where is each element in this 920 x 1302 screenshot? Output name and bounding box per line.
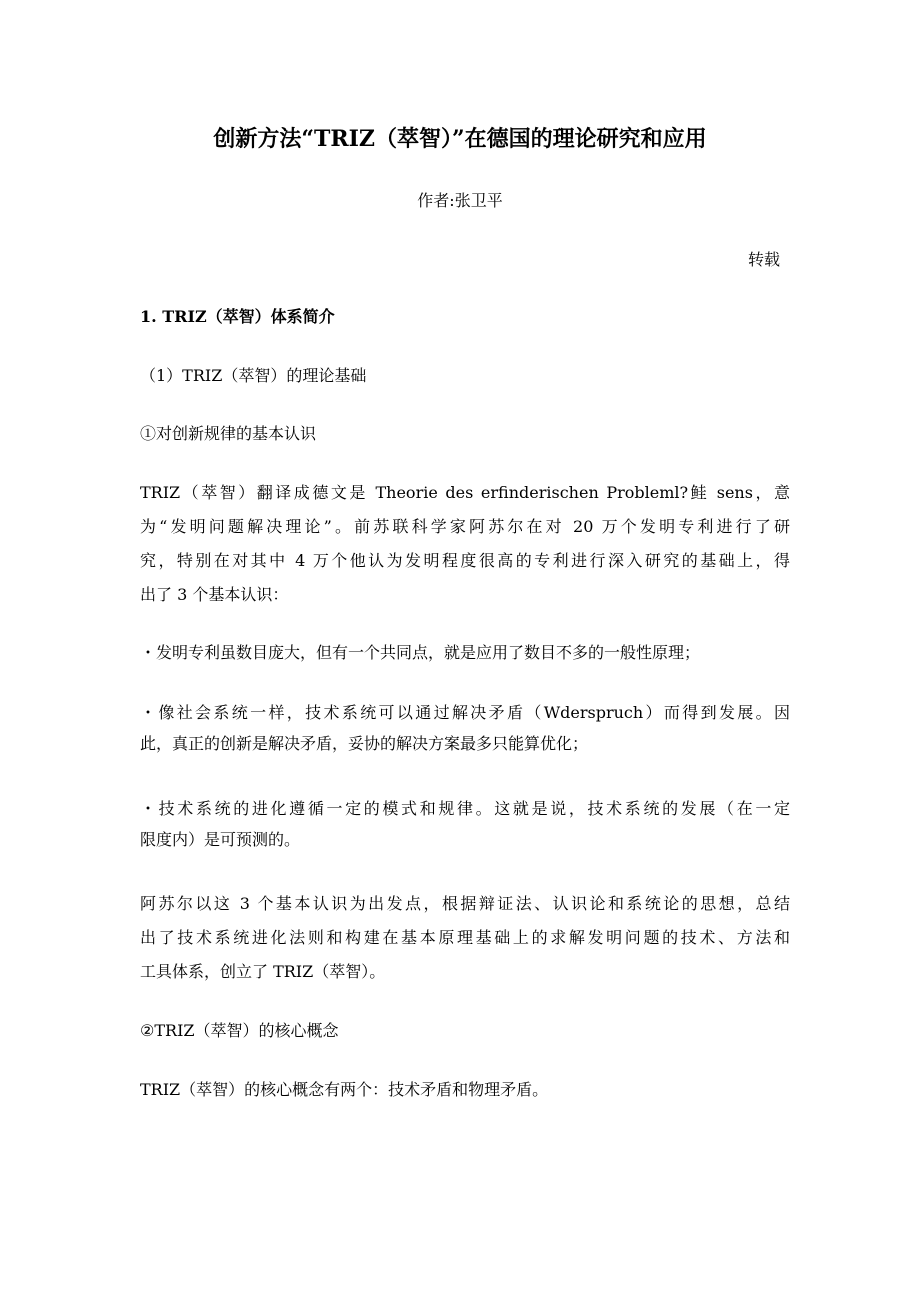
document-title: 创新方法“TRIZ（萃智）”在德国的理论研究和应用 bbox=[213, 126, 707, 152]
bullet-2 bbox=[140, 697, 790, 759]
point-heading-1: ①对创新规律的基本认识 bbox=[140, 424, 317, 443]
paragraph-2 bbox=[140, 887, 790, 989]
paragraph-1 bbox=[140, 476, 790, 612]
paragraph-3: TRIZ（萃智）的核心概念有两个：技术矛盾和物理矛盾。 bbox=[140, 1080, 549, 1099]
author-line: 作者:张卫平 bbox=[417, 191, 503, 210]
line: 为“发明问题解决理论”。前苏联科学家阿苏尔在对 20 万个发明专利进行了研 bbox=[140, 517, 790, 536]
line: ・技术系统的进化遵循一定的模式和规律。这就是说，技术系统的发展（在一定 bbox=[140, 799, 790, 818]
repost-label: 转载 bbox=[747, 250, 780, 269]
subsection-heading: （1）TRIZ（萃智）的理论基础 bbox=[140, 366, 367, 385]
line: 出了技术系统进化法则和构建在基本原理基础上的求解发明问题的技术、方法和 bbox=[140, 928, 790, 947]
line: 究，特别在对其中 4 万个他认为发明程度很高的专利进行深入研究的基础上，得 bbox=[140, 551, 790, 570]
bullet-1 bbox=[140, 638, 790, 668]
point-heading-2: ②TRIZ（萃智）的核心概念 bbox=[140, 1021, 339, 1040]
line: ・发明专利虽数目庞大，但有一个共同点，就是应用了数目不多的一般性原理； bbox=[140, 643, 701, 662]
line: 阿苏尔以这 3 个基本认识为出发点，根据辩证法、认识论和系统论的思想，总结 bbox=[140, 894, 790, 913]
line: 限度内）是可预测的。 bbox=[140, 830, 301, 849]
line: 出了 3 个基本认识： bbox=[140, 585, 289, 604]
line: 工具体系，创立了 TRIZ（萃智）。 bbox=[140, 962, 386, 981]
line: TRIZ（萃智）翻译成德文是 Theorie des erfinderischen Probleml?鲑 sens，意 bbox=[140, 483, 790, 502]
line: 此，真正的创新是解决矛盾，妥协的解决方案最多只能算优化； bbox=[140, 734, 589, 753]
line: ・像社会系统一样，技术系统可以通过解决矛盾（Wderspruch）而得到发展。因 bbox=[140, 703, 790, 722]
section-heading: 1. TRIZ（萃智）体系简介 bbox=[140, 307, 335, 326]
bullet-3 bbox=[140, 793, 790, 855]
